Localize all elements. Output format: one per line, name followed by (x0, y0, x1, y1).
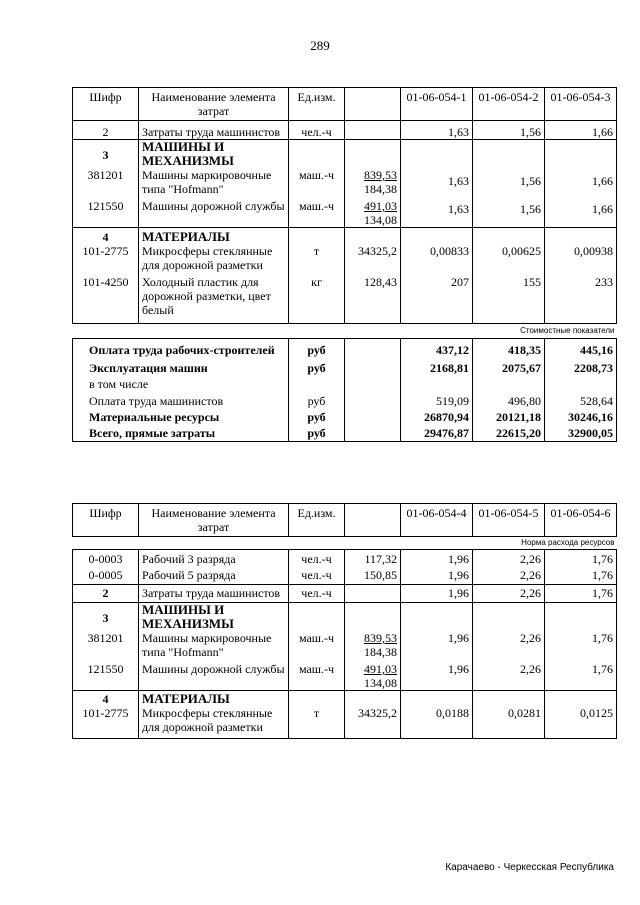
row-unit: чел.-ч (289, 566, 345, 585)
row-value-3: 1,76 (545, 550, 617, 567)
header-code: Шифр (73, 88, 139, 121)
row-name: Машины маркировочные типа "Hofmann" (139, 631, 289, 659)
row-code: 101-4250 (73, 272, 139, 324)
price-secondary: 184,38 (364, 182, 397, 196)
row-value-3: 233 (545, 272, 617, 324)
header-col-3: 01-06-054-3 (545, 88, 617, 121)
cost-row (73, 391, 617, 408)
price-secondary: 184,38 (364, 645, 397, 659)
cost-value-2: 2075,67 (473, 357, 545, 375)
table-row (73, 196, 617, 228)
section-title: МАТЕРИАЛЫ (139, 691, 289, 707)
row-code: 121550 (73, 659, 139, 691)
row-name: Машины маркировочные типа "Hofmann" (139, 168, 289, 196)
cost-unit: руб (289, 408, 345, 424)
cost-row (73, 375, 617, 391)
cost-name: в том числе (73, 375, 289, 391)
cost-value-2: 20121,18 (473, 408, 545, 424)
row-price: 128,43 (345, 272, 401, 324)
row-code: 0-0003 (73, 550, 139, 567)
row-value-1: 1,96 (401, 659, 473, 691)
section-row (73, 140, 617, 169)
row-price (345, 659, 401, 691)
table-row (73, 659, 617, 691)
row-code: 2 (73, 121, 139, 140)
row-value-2: 1,56 (473, 168, 545, 196)
row-code: 0-0005 (73, 566, 139, 585)
row-value-3: 1,76 (545, 566, 617, 585)
section-code: 4 (73, 691, 139, 707)
row-unit: чел.-ч (289, 550, 345, 567)
cost-name: Эксплуатация машин (73, 357, 289, 375)
row-name: Рабочий 3 разряда (139, 550, 289, 567)
cost-value-3: 528,64 (545, 391, 617, 408)
header-col-1: 01-06-054-4 (401, 504, 473, 537)
row-value-1: 0,00833 (401, 244, 473, 272)
row-value-1: 1,96 (401, 631, 473, 659)
table-header (73, 88, 617, 121)
row-value-1: 1,63 (401, 121, 473, 140)
header-unit: Ед.изм. (289, 88, 345, 121)
row-name: Затраты труда машинистов (139, 585, 289, 603)
subtitle-row (73, 324, 617, 339)
row-unit: маш.-ч (289, 196, 345, 228)
row-price (345, 168, 401, 196)
price-main: 491,03 (364, 199, 397, 213)
row-code: 101-2775 (73, 244, 139, 272)
row-price: 150,85 (345, 566, 401, 585)
price-main: 839,53 (364, 631, 397, 645)
header-name: Наименование элемента затрат (139, 504, 289, 537)
cost-value-1: 437,12 (401, 339, 473, 358)
row-value-2: 2,26 (473, 631, 545, 659)
cost-value-3: 32900,05 (545, 424, 617, 442)
row-value-2: 2,26 (473, 566, 545, 585)
row-code: 381201 (73, 631, 139, 659)
row-code: 381201 (73, 168, 139, 196)
row-code: 2 (73, 585, 139, 603)
cost-unit: руб (289, 424, 345, 442)
cost-row (73, 408, 617, 424)
row-code: 101-2775 (73, 706, 139, 739)
row-unit: кг (289, 272, 345, 324)
footer-region: Карачаево - Черкесская Республика (445, 862, 614, 873)
cost-value-3: 30246,16 (545, 408, 617, 424)
table-header (73, 504, 617, 537)
row-value-3: 1,66 (545, 121, 617, 140)
row-value-1: 1,63 (401, 168, 473, 196)
cost-unit: руб (289, 339, 345, 358)
section-title: МАШИНЫ И МЕХАНИЗМЫ (139, 140, 289, 169)
row-value-3: 1,76 (545, 659, 617, 691)
page-number: 289 (310, 38, 330, 53)
row-value-1: 1,96 (401, 585, 473, 603)
table-row (73, 631, 617, 659)
section-code: 3 (73, 603, 139, 632)
row-name: Машины дорожной службы (139, 659, 289, 691)
cost-value-1: 2168,81 (401, 357, 473, 375)
row-name: Рабочий 5 разряда (139, 566, 289, 585)
price-main: 839,53 (364, 168, 397, 182)
row-code: 121550 (73, 196, 139, 228)
row-value-3: 1,66 (545, 168, 617, 196)
cost-value-2: 22615,20 (473, 424, 545, 442)
row-value-3: 1,76 (545, 585, 617, 603)
row-value-3: 0,0125 (545, 706, 617, 739)
row-unit: чел.-ч (289, 585, 345, 603)
table-row (73, 550, 617, 567)
cost-row (73, 424, 617, 442)
row-price: 34325,2 (345, 706, 401, 739)
section-code: 3 (73, 140, 139, 169)
cost-row (73, 357, 617, 375)
row-value-1: 207 (401, 272, 473, 324)
header-col-1: 01-06-054-1 (401, 88, 473, 121)
row-price: 117,32 (345, 550, 401, 567)
cost-value-1: 26870,94 (401, 408, 473, 424)
header-unit: Ед.изм. (289, 504, 345, 537)
cost-value-2: 496,80 (473, 391, 545, 408)
row-value-1: 1,96 (401, 566, 473, 585)
row-value-2: 2,26 (473, 585, 545, 603)
row-name: Машины дорожной службы (139, 196, 289, 228)
section-title: МАШИНЫ И МЕХАНИЗМЫ (139, 603, 289, 632)
table-row (73, 585, 617, 603)
row-value-2: 0,0281 (473, 706, 545, 739)
row-price: 34325,2 (345, 244, 401, 272)
resource-table-1 (72, 87, 617, 442)
cost-unit: руб (289, 391, 345, 408)
cost-name: Всего, прямые затраты (73, 424, 289, 442)
row-value-3: 1,66 (545, 196, 617, 228)
row-unit: маш.-ч (289, 631, 345, 659)
subtitle: Стоимостные показатели (520, 326, 615, 335)
row-unit: т (289, 706, 345, 739)
price-secondary: 134,08 (364, 676, 397, 690)
price-main: 491,03 (364, 662, 397, 676)
header-code: Шифр (73, 504, 139, 537)
header-name: Наименование элемента затрат (139, 88, 289, 121)
row-price (345, 121, 401, 140)
table-row (73, 244, 617, 272)
table-row (73, 706, 617, 739)
row-name: Микросферы стеклянные для дорожной разметки (139, 244, 289, 272)
row-value-2: 2,26 (473, 659, 545, 691)
table-row (73, 272, 617, 324)
resource-table-2 (72, 503, 617, 739)
row-name: Затраты труда машинистов (139, 121, 289, 140)
section-title: МАТЕРИАЛЫ (139, 228, 289, 245)
row-price (345, 631, 401, 659)
section-code: 4 (73, 228, 139, 245)
row-value-2: 2,26 (473, 550, 545, 567)
cost-name: Оплата труда рабочих-строителей (73, 339, 289, 358)
table-row (73, 566, 617, 585)
subtitle-row (73, 537, 617, 550)
cost-name: Материальные ресурсы (73, 408, 289, 424)
header-col-3: 01-06-054-6 (545, 504, 617, 537)
row-unit: маш.-ч (289, 659, 345, 691)
row-name: Микросферы стеклянные для дорожной разметки (139, 706, 289, 739)
section-row (73, 603, 617, 632)
header-price (345, 88, 401, 121)
subtitle: Норма расхода ресурсов (521, 538, 615, 547)
row-unit: маш.-ч (289, 168, 345, 196)
cost-value-2: 418,35 (473, 339, 545, 358)
header-price (345, 504, 401, 537)
row-value-3: 1,76 (545, 631, 617, 659)
cost-value-1: 29476,87 (401, 424, 473, 442)
row-unit: чел.-ч (289, 121, 345, 140)
price-secondary: 134,08 (364, 213, 397, 227)
table-row (73, 121, 617, 140)
header-col-2: 01-06-054-2 (473, 88, 545, 121)
row-value-3: 0,00938 (545, 244, 617, 272)
row-value-1: 0,0188 (401, 706, 473, 739)
table-row (73, 168, 617, 196)
cost-row (73, 339, 617, 358)
row-value-2: 155 (473, 272, 545, 324)
row-value-2: 1,56 (473, 121, 545, 140)
row-value-2: 1,56 (473, 196, 545, 228)
cost-value-3: 2208,73 (545, 357, 617, 375)
row-name: Холодный пластик для дорожной разметки, цвет белый (139, 272, 289, 324)
section-row (73, 691, 617, 707)
header-col-2: 01-06-054-5 (473, 504, 545, 537)
cost-unit: руб (289, 357, 345, 375)
row-value-1: 1,63 (401, 196, 473, 228)
section-row (73, 228, 617, 245)
cost-value-3: 445,16 (545, 339, 617, 358)
cost-value-1: 519,09 (401, 391, 473, 408)
row-value-2: 0,00625 (473, 244, 545, 272)
cost-name: Оплата труда машинистов (73, 391, 289, 408)
row-unit: т (289, 244, 345, 272)
row-value-1: 1,96 (401, 550, 473, 567)
row-price (345, 196, 401, 228)
